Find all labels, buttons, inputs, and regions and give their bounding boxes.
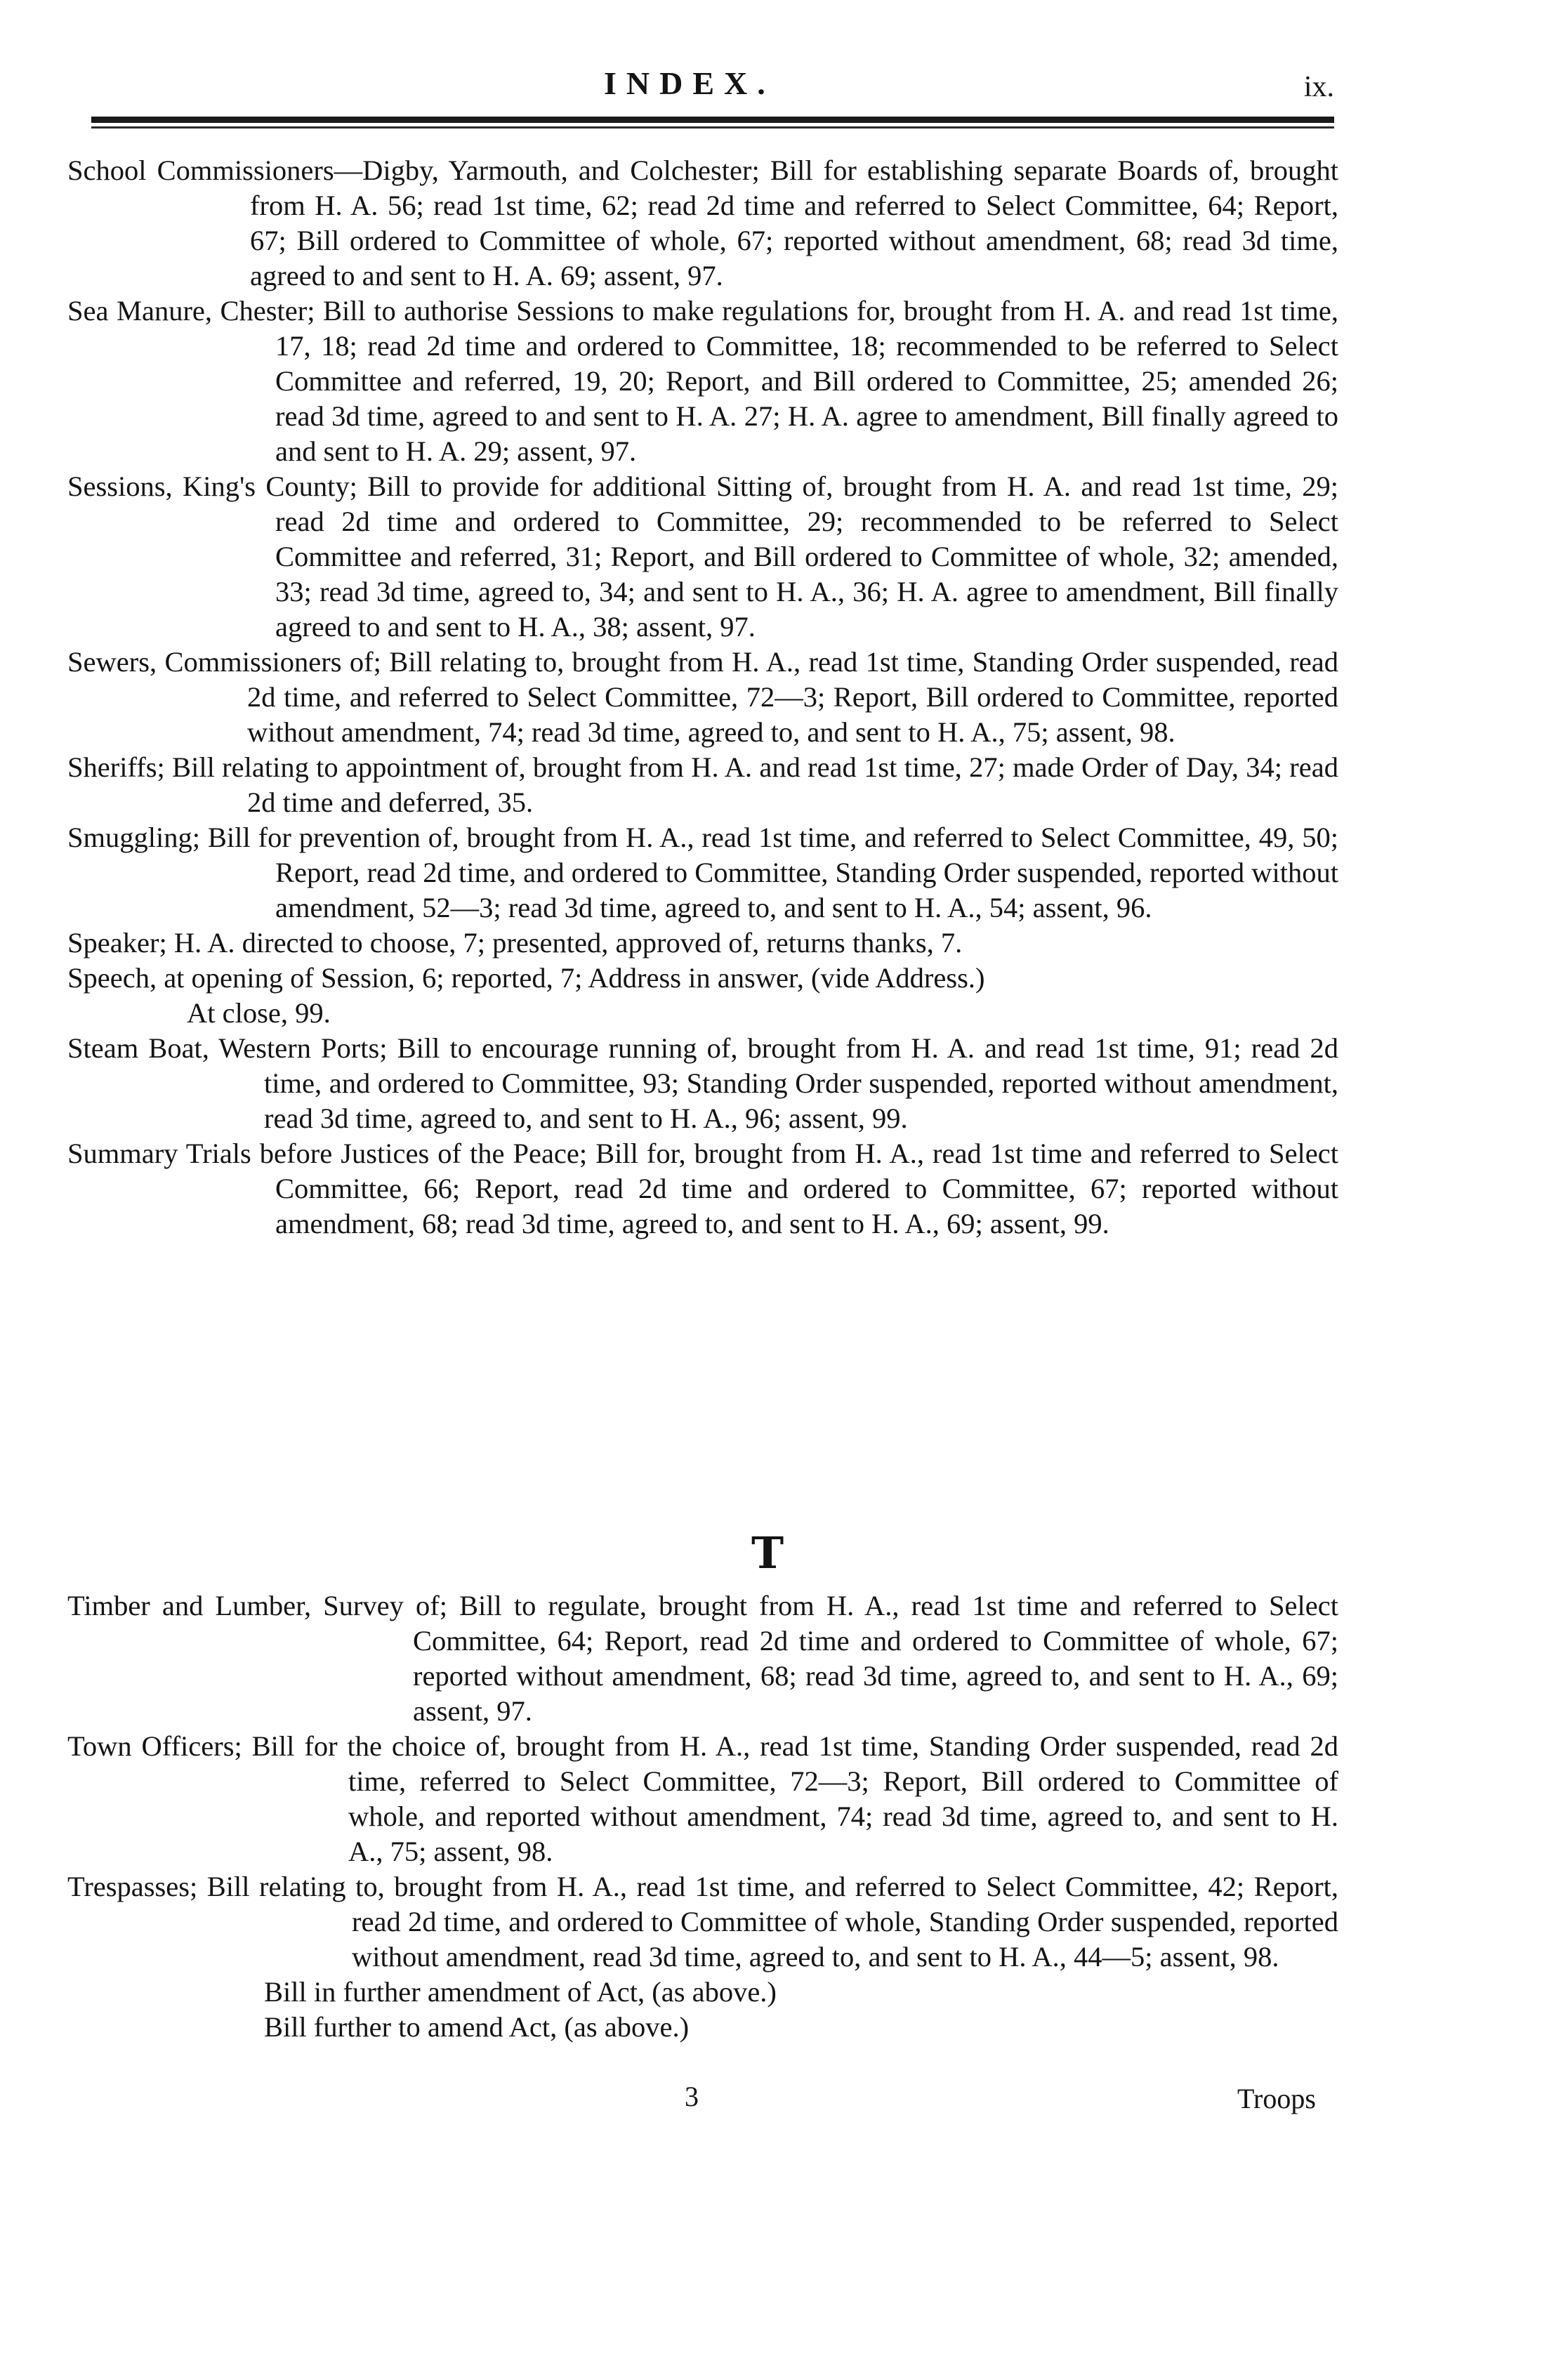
index-entry-sea-manure: Sea Manure, Chester; Bill to authorise Sessions to make regulations for, brought from H. A. and read 1st time, 17, 18; read 2d time and ordered to Committee, 18; recommended to be referred to Select Committee and referred, 19, 20; Report, and Bill ordered to Committee, 25; amended 26; read 3d time, agreed to and sent to H. A. 27; H. A. agree to amendment, Bill finally agreed to and sent to H. A. 29; assent, 97. (67, 295, 1338, 467)
index-subentry-trespasses-2: Bill further to amend Act, (as above.) (264, 2011, 690, 2043)
catchword: Troops (1237, 2083, 1316, 2114)
index-section-s (67, 153, 1338, 1242)
index-entry-school-commissioners: School Commissioners—Digby, Yarmouth, and Colchester; Bill for establishing separate Boards of, brought from H. A. 56; read 1st time, 62; read 2d time and referred to Select Committee, 64; Report, 67; Bill ordered to Committee of whole, 67; reported without amendment, 68; read 3d time, agreed to and sent to H. A. 69; assent, 97. (67, 154, 1338, 291)
index-entry-summary-trials: Summary Trials before Justices of the Peace; Bill for, brought from H. A., read 1st time and referred to Select Committee, 66; Report, read 2d time and ordered to Committee, 67; reported without amendment, 68; read 3d time, agreed to, and sent to H. A., 69; assent, 99. (67, 1138, 1338, 1239)
index-entry-sewers: Sewers, Commissioners of; Bill relating to, brought from H. A., read 1st time, Standing Order suspended, read 2d time, and referred to Select Committee, 72—3; Report, Bill ordered to Committee, reported without amendment, 74; read 3d time, agreed to, and sent to H. A., 75; assent, 98. (67, 646, 1338, 748)
index-section-t (67, 1588, 1338, 2045)
index-entry-speaker: Speaker; H. A. directed to choose, 7; presented, approved of, returns thanks, 7. (67, 927, 963, 959)
page-number: ix. (1303, 71, 1334, 103)
index-entry-trespasses: Trespasses; Bill relating to, brought from H. A., read 1st time, and referred to Select Committee, 42; Report, read 2d time, and ordered to Committee of whole, Standing Order suspended, reported without amendment, read 3d time, agreed to, and sent to H. A., 44—5; assent, 98. (67, 1871, 1338, 1973)
running-title: INDEX. (604, 65, 775, 101)
index-subentry-trespasses-1: Bill in further amendment of Act, (as above.) (264, 1976, 777, 2008)
header-rule-thin (91, 126, 1334, 129)
page-header (70, 65, 1334, 114)
index-subentry-speech-close: At close, 99. (187, 997, 331, 1029)
index-entry-timber: Timber and Lumber, Survey of; Bill to regulate, brought from H. A., read 1st time and referred to Select Committee, 64; Report, read 2d time and ordered to Committee of whole, 67; reported without amendment, 68; read 3d time, agreed to, and sent to H. A., 69; assent, 97. (67, 1590, 1338, 1727)
index-entry-smuggling: Smuggling; Bill for prevention of, brought from H. A., read 1st time, and referred to Select Committee, 49, 50; Report, read 2d time, and ordered to Committee, Standing Order suspended, reported without amendment, 52—3; read 3d time, agreed to, and sent to H. A., 54; assent, 96. (67, 822, 1338, 923)
index-entry-speech: Speech, at opening of Session, 6; reported, 7; Address in answer, (vide Address.) (67, 962, 985, 994)
section-letter-heading: T (751, 1527, 784, 1579)
index-entry-town-officers: Town Officers; Bill for the choice of, brought from H. A., read 1st time, Standing Order suspended, read 2d time, referred to Select Committee, 72—3; Report, Bill ordered to Committee of whole, and reported without amendment, 74; read 3d time, agreed to, and sent to H. A., 75; assent, 98. (67, 1730, 1338, 1867)
index-entry-sheriffs: Sheriffs; Bill relating to appointment of, brought from H. A. and read 1st time, 27; made Order of Day, 34; read 2d time and deferred, 35. (67, 751, 1338, 818)
index-entry-steam-boat: Steam Boat, Western Ports; Bill to encourage running of, brought from H. A. and read 1st time, 91; read 2d time, and ordered to Committee, 93; Standing Order suspended, reported without amendment, read 3d time, agreed to, and sent to H. A., 96; assent, 99. (67, 1032, 1338, 1134)
header-rule-thick (91, 117, 1334, 123)
signature-mark: 3 (685, 2081, 699, 2112)
index-entry-sessions: Sessions, King's County; Bill to provide for additional Sitting of, brought from H. A. and read 1st time, 29; read 2d time and ordered to Committee, 29; recommended to be referred to Select Committee and referred, 31; Report, and Bill ordered to Committee of whole, 32; amended, 33; read 3d time, agreed to, 34; and sent to H. A., 36; H. A. agree to amendment, Bill finally agreed to and sent to H. A., 38; assent, 97. (67, 470, 1338, 643)
